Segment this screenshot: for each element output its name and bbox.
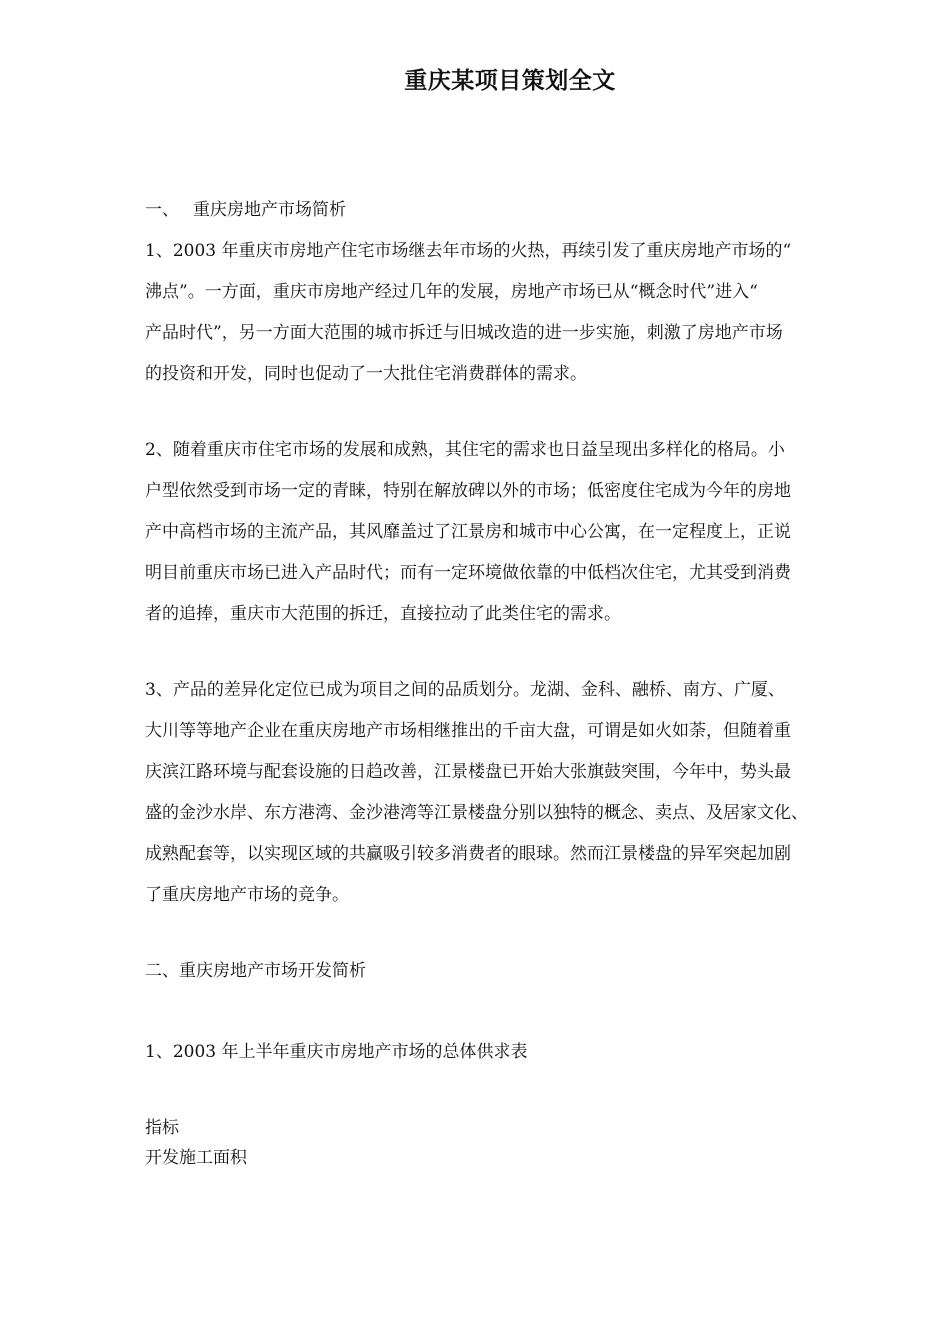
paragraph-line: 户型依然受到市场一定的青睐，特别在解放碑以外的市场；低密度住宅成为今年的房地 <box>145 481 791 501</box>
section1-number: 一、 <box>145 200 179 220</box>
document-body <box>145 190 885 1173</box>
paragraph-line: 庆滨江路环境与配套设施的日趋改善，江景楼盘已开始大张旗鼓突围，今年中，势头最 <box>145 762 791 782</box>
paragraph-line: 3、产品的差异化定位已成为项目之间的品质划分。龙湖、金科、融桥、南方、广厦、 <box>145 680 785 700</box>
section1-paragraph-2 <box>145 430 885 635</box>
paragraph-line: 2、随着重庆市住宅市场的发展和成熟，其住宅的需求也日益呈现出多样化的格局。小 <box>145 440 785 460</box>
section2-item-1: 1、2003 年上半年重庆市房地产市场的总体供求表 <box>145 1042 528 1062</box>
paragraph-line: 的投资和开发，同时也促动了一大批住宅消费群体的需求。 <box>145 364 587 384</box>
section1-heading-text: 重庆房地产市场简析 <box>193 200 346 220</box>
paragraph-line: 了重庆房地产市场的竞争。 <box>145 885 349 905</box>
section2-heading: 二、重庆房地产市场开发简析 <box>145 961 366 981</box>
table-label-construction-area: 开发施工面积 <box>145 1148 247 1168</box>
paragraph-line: 盛的金沙水岸、东方港湾、金沙港湾等江景楼盘分别以独特的概念、卖点、及居家文化、 <box>145 803 808 823</box>
paragraph-line: 成熟配套等，以实现区域的共赢吸引较多消费者的眼球。然而江景楼盘的异军突起加剧 <box>145 844 791 864</box>
paragraph-line: 产中高档市场的主流产品，其风靡盖过了江景房和城市中心公寓，在一定程度上，正说 <box>145 522 791 542</box>
section1-heading <box>145 190 885 231</box>
paragraph-line: 1、2003 年重庆市房地产住宅市场继去年市场的火热，再续引发了重庆房地产市场的“ <box>145 241 792 261</box>
paragraph-line: 沸点”。一方面，重庆市房地产经过几年的发展，房地产市场已从“概念时代”进入“ <box>145 282 758 302</box>
section1-paragraph-1 <box>145 231 885 395</box>
paragraph-line: 者的追捧，重庆市大范围的拆迁，直接拉动了此类住宅的需求。 <box>145 604 621 624</box>
table-label-indicator: 指标 <box>145 1118 179 1138</box>
paragraph-line: 产品时代”，另一方面大范围的城市拆迁与旧城改造的进一步实施，刺激了房地产市场 <box>145 323 783 343</box>
document-title: 重庆某项目策划全文 <box>404 67 616 94</box>
paragraph-line: 大川等等地产企业在重庆房地产市场相继推出的千亩大盘，可谓是如火如荼，但随着重 <box>145 721 791 741</box>
section1-paragraph-3 <box>145 670 885 916</box>
paragraph-line: 明目前重庆市场已进入产品时代；而有一定环境做依靠的中低档次住宅，尤其受到消费 <box>145 563 791 583</box>
